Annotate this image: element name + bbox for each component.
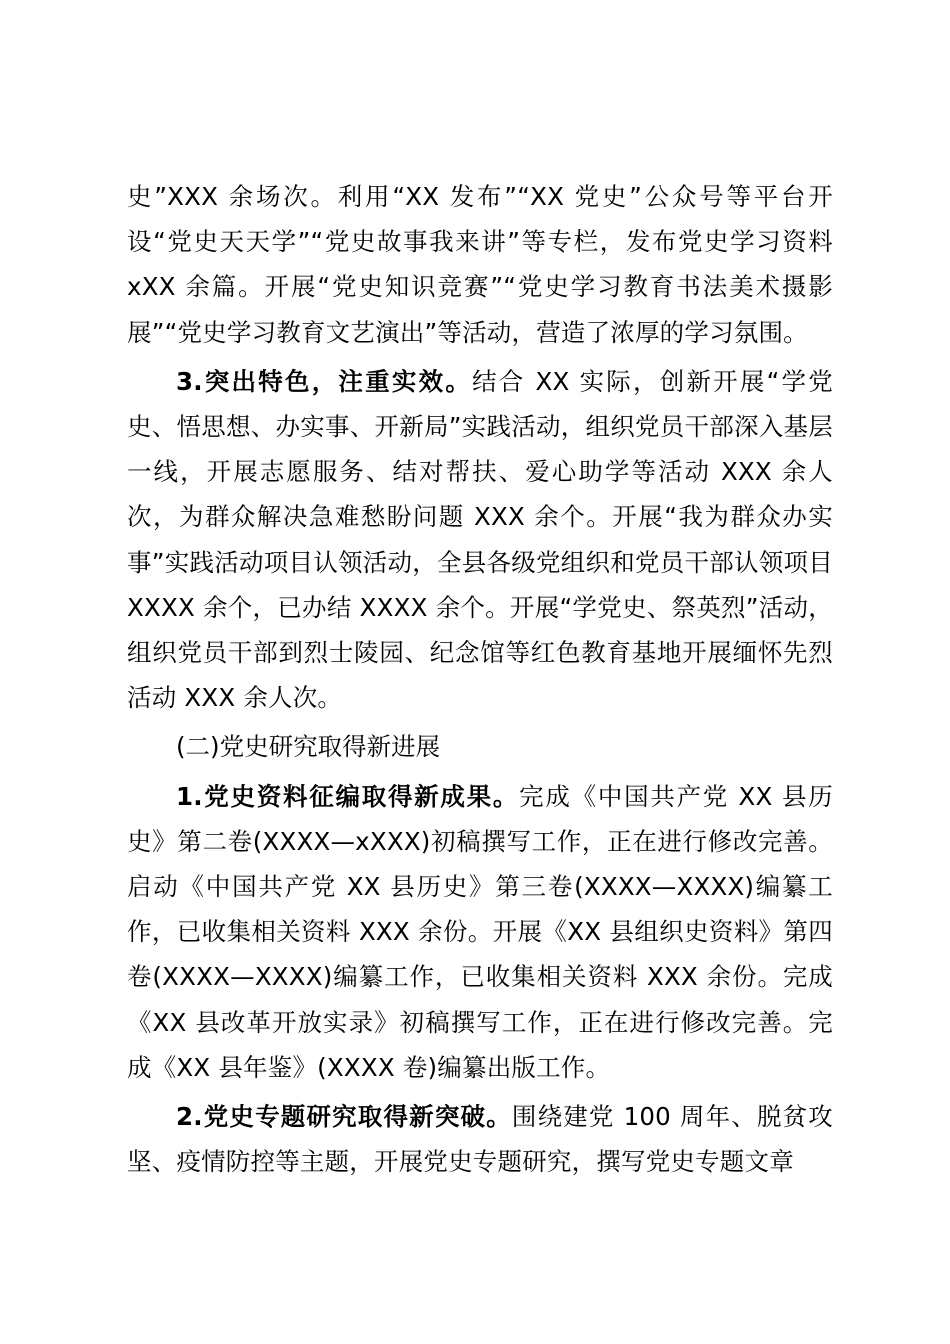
document-page [127, 170, 833, 1184]
paragraph-materials-compilation [127, 774, 833, 1090]
paragraph-study-activities [127, 174, 833, 355]
paragraph-text: 史”XXX 余场次。利用“XX 发布”“XX 党史”公众号等平台开设“党史天天学”“党史故事我来讲”等专栏，发布党史学习资料 xXX 余篇。开展“党史知识竞赛”“党史学习教育书法美术摄影展”“党史学习教育文艺演出”等活动，营造了浓厚的学习氛围。 [127, 182, 833, 347]
paragraph-lead: 2.党史专题研究取得新突破。 [176, 1102, 512, 1132]
paragraph-lead: 1.党史资料征编取得新成果。 [176, 781, 520, 811]
paragraph-lead: 3.突出特色，注重实效。 [176, 366, 473, 396]
paragraph-text: 结合 XX 实际，创新开展“学党史、悟思想、办实事、开新局”实践活动，组织党员干部深入基层一线，开展志愿服务、结对帮扶、爱心助学等活动 XXX 余人次，为群众解决急难愁盼问题 XXX 余个。开展“我为群众办实事”实践活动项目认领活动，全县各级党组织和党员干部认领项目 XXXX 余个，已办结 XXXX 余个。开展“学党史、祭英烈”活动，组织党员干部到烈士陵园、纪念馆等红色教育基地开展缅怀先烈活动 XXX 余人次。 [127, 366, 833, 713]
paragraph-topic-research [127, 1094, 833, 1184]
section-heading-party-history-research: (二)党史研究取得新进展 [176, 732, 441, 762]
paragraph-features-effectiveness [127, 359, 833, 721]
paragraph-text: 围绕建党 100 周年、脱贫攻坚、疫情防控等主题，开展党史专题研究，撰写党史专题文章 [127, 1102, 833, 1177]
paragraph-text: 完成《中国共产党 XX 县历史》第二卷(XXXX—xXXX)初稿撰写工作，正在进行修改完善。启动《中国共产党 XX 县历史》第三卷(XXXX—XXXX)编纂工作，已收集相关资料 XXX 余份。开展《XX 县组织史资料》第四卷(XXXX—XXXX)编纂工作，已收集相关资料 XXX 余份。完成《XX 县改革开放实录》初稿撰写工作，正在进行修改完善。完成《XX 县年鉴》(XXXX 卷)编纂出版工作。 [127, 781, 833, 1082]
